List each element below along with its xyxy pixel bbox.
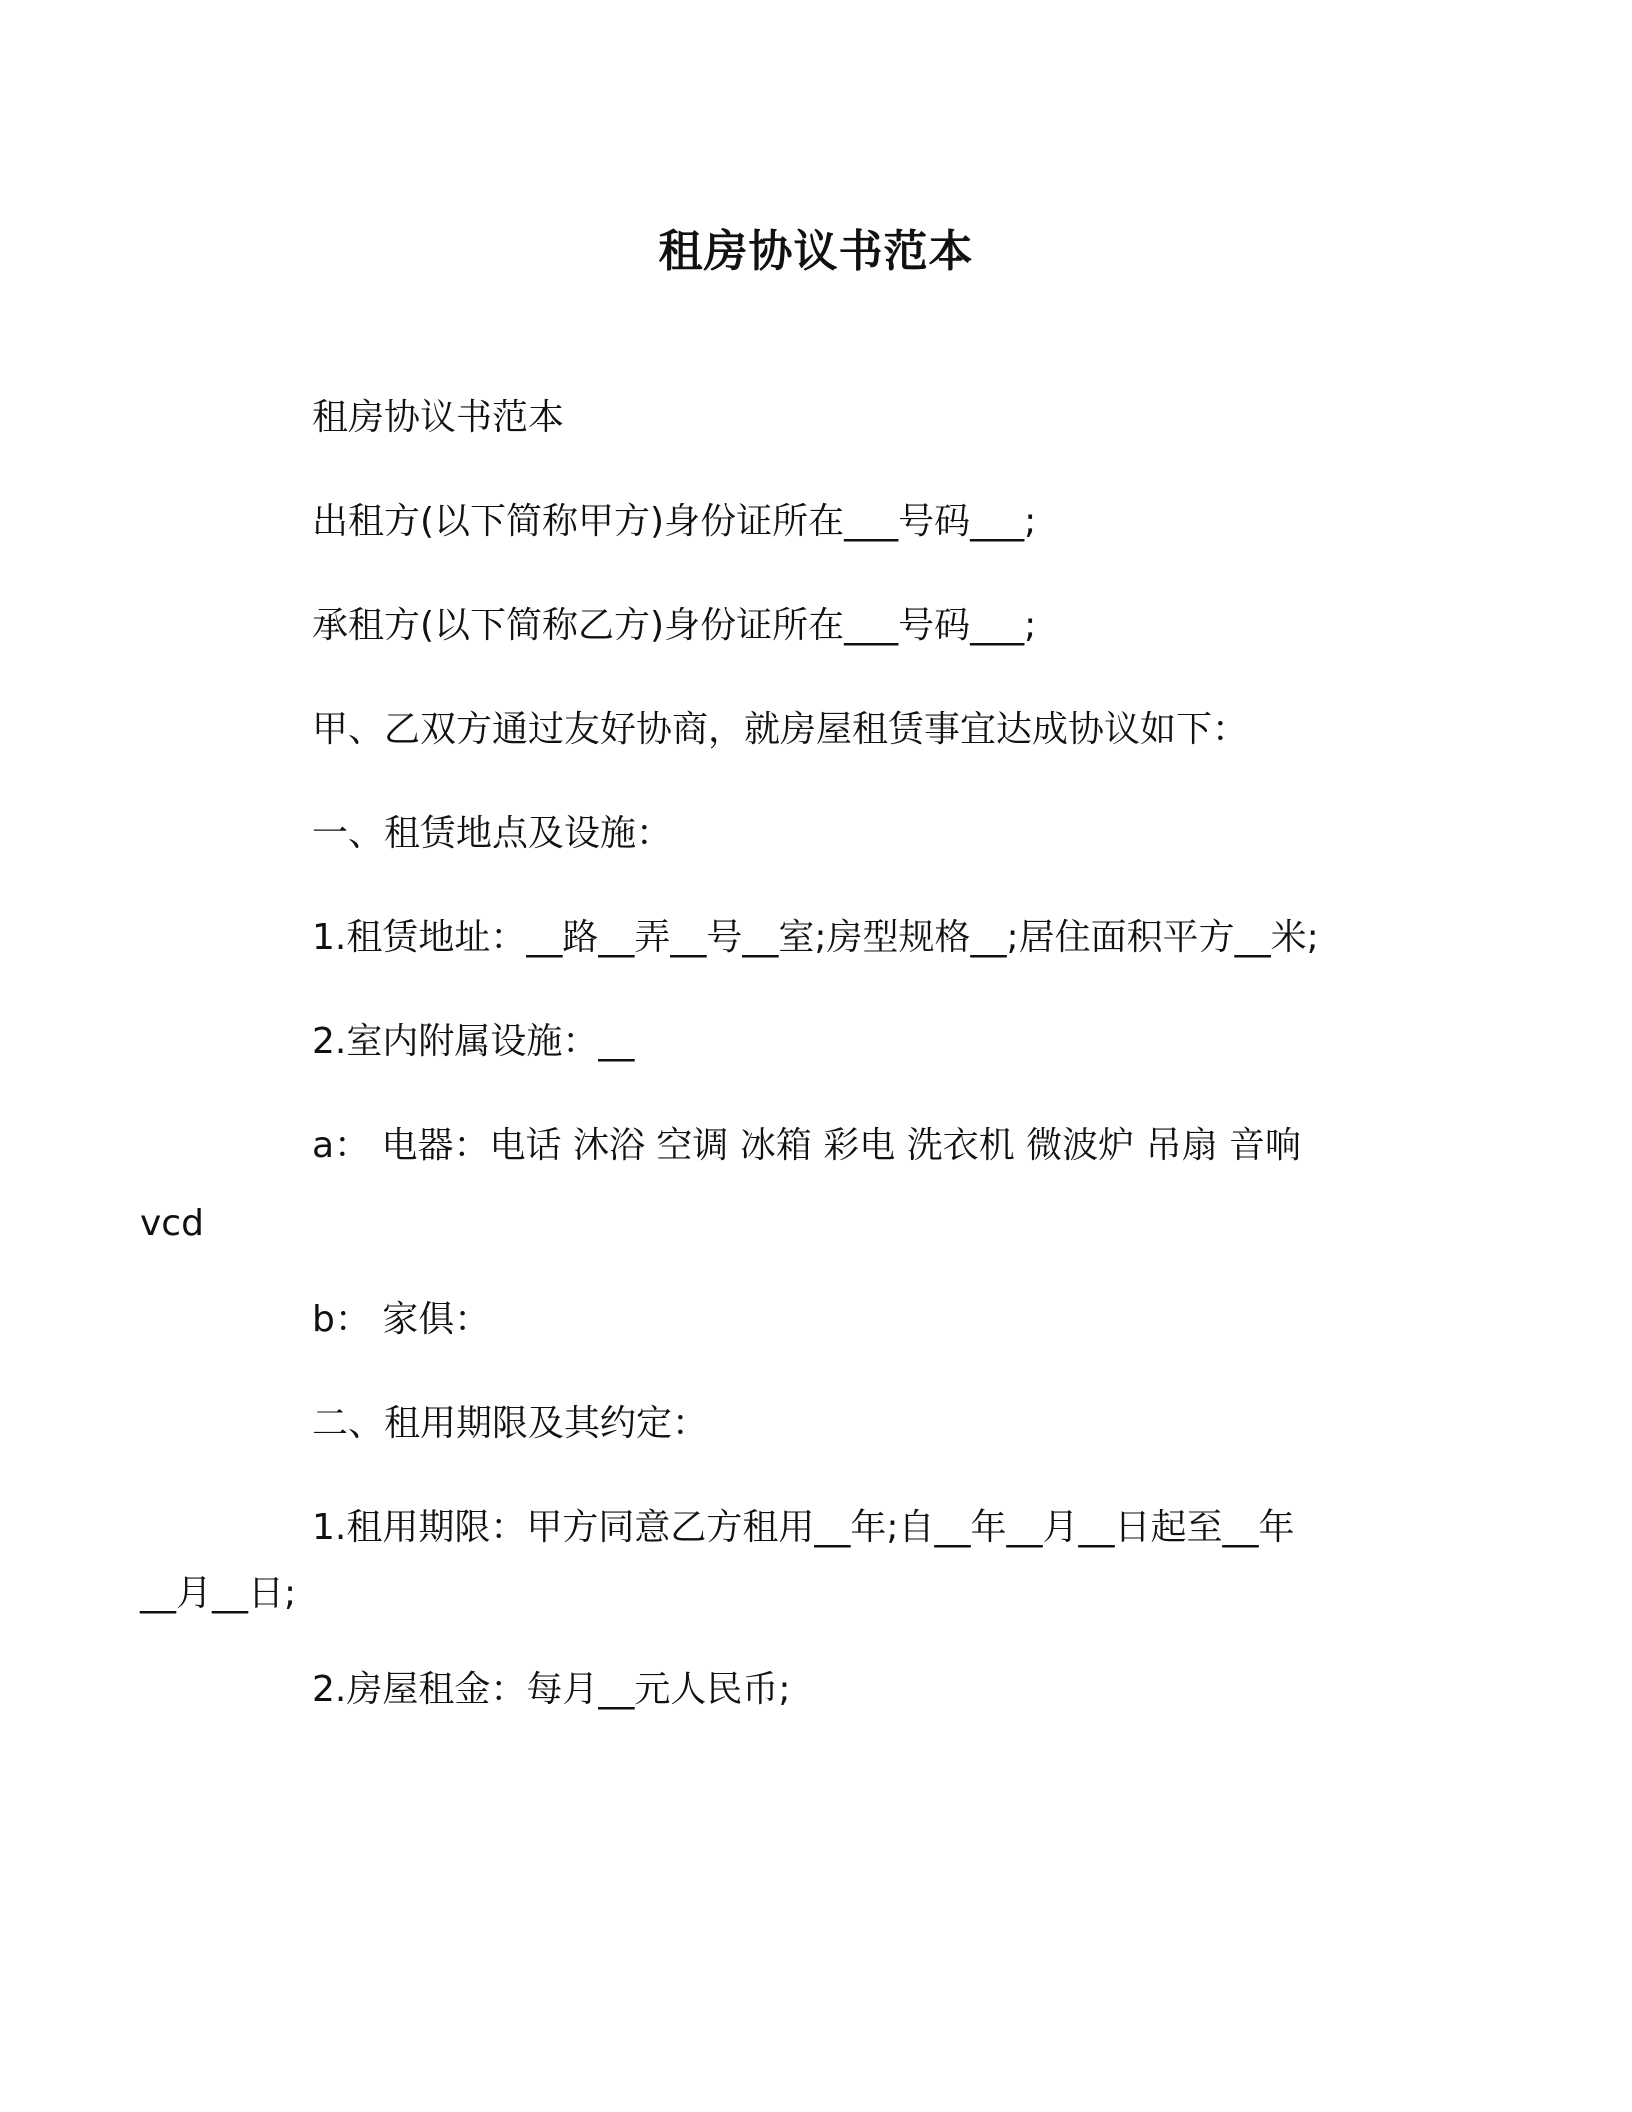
document-body — [140, 392, 1400, 1768]
paragraph-section-1: 一、租赁地点及设施： — [312, 813, 673, 854]
paragraph-heading: 租房协议书范本 — [312, 397, 565, 438]
paragraph-address: 1.租赁地址：__路__弄__号__室;房型规格__;居住面积平方__米; — [312, 917, 1319, 958]
appliances-line-1: a： 电器：电话 沐浴 空调 冰箱 彩电 洗衣机 微波炉 吊扇 音响 — [312, 1125, 1302, 1166]
term-line-1: 1.租用期限：甲方同意乙方租用__年;自__年__月__日起至__年 — [312, 1507, 1295, 1548]
paragraph-furniture: b： 家俱： — [312, 1299, 491, 1340]
paragraph-lessor: 出租方(以下简称甲方)身份证所在___号码___; — [312, 501, 1037, 542]
appliances-line-2: vcd — [140, 1203, 204, 1244]
paragraph-section-2: 二、租用期限及其约定： — [312, 1403, 709, 1444]
paragraph-agreement-intro: 甲、乙双方通过友好协商，就房屋租赁事宜达成协议如下： — [312, 709, 1249, 750]
paragraph-rent: 2.房屋租金：每月__元人民币; — [312, 1669, 791, 1710]
paragraph-facilities: 2.室内附属设施：__ — [312, 1021, 635, 1062]
paragraph-appliances — [140, 1120, 1400, 1250]
document-title: 租房协议书范本 — [658, 226, 974, 277]
paragraph-term — [140, 1502, 1400, 1620]
paragraph-lessee: 承租方(以下简称乙方)身份证所在___号码___; — [312, 605, 1037, 646]
term-line-2: __月__日; — [140, 1573, 297, 1614]
